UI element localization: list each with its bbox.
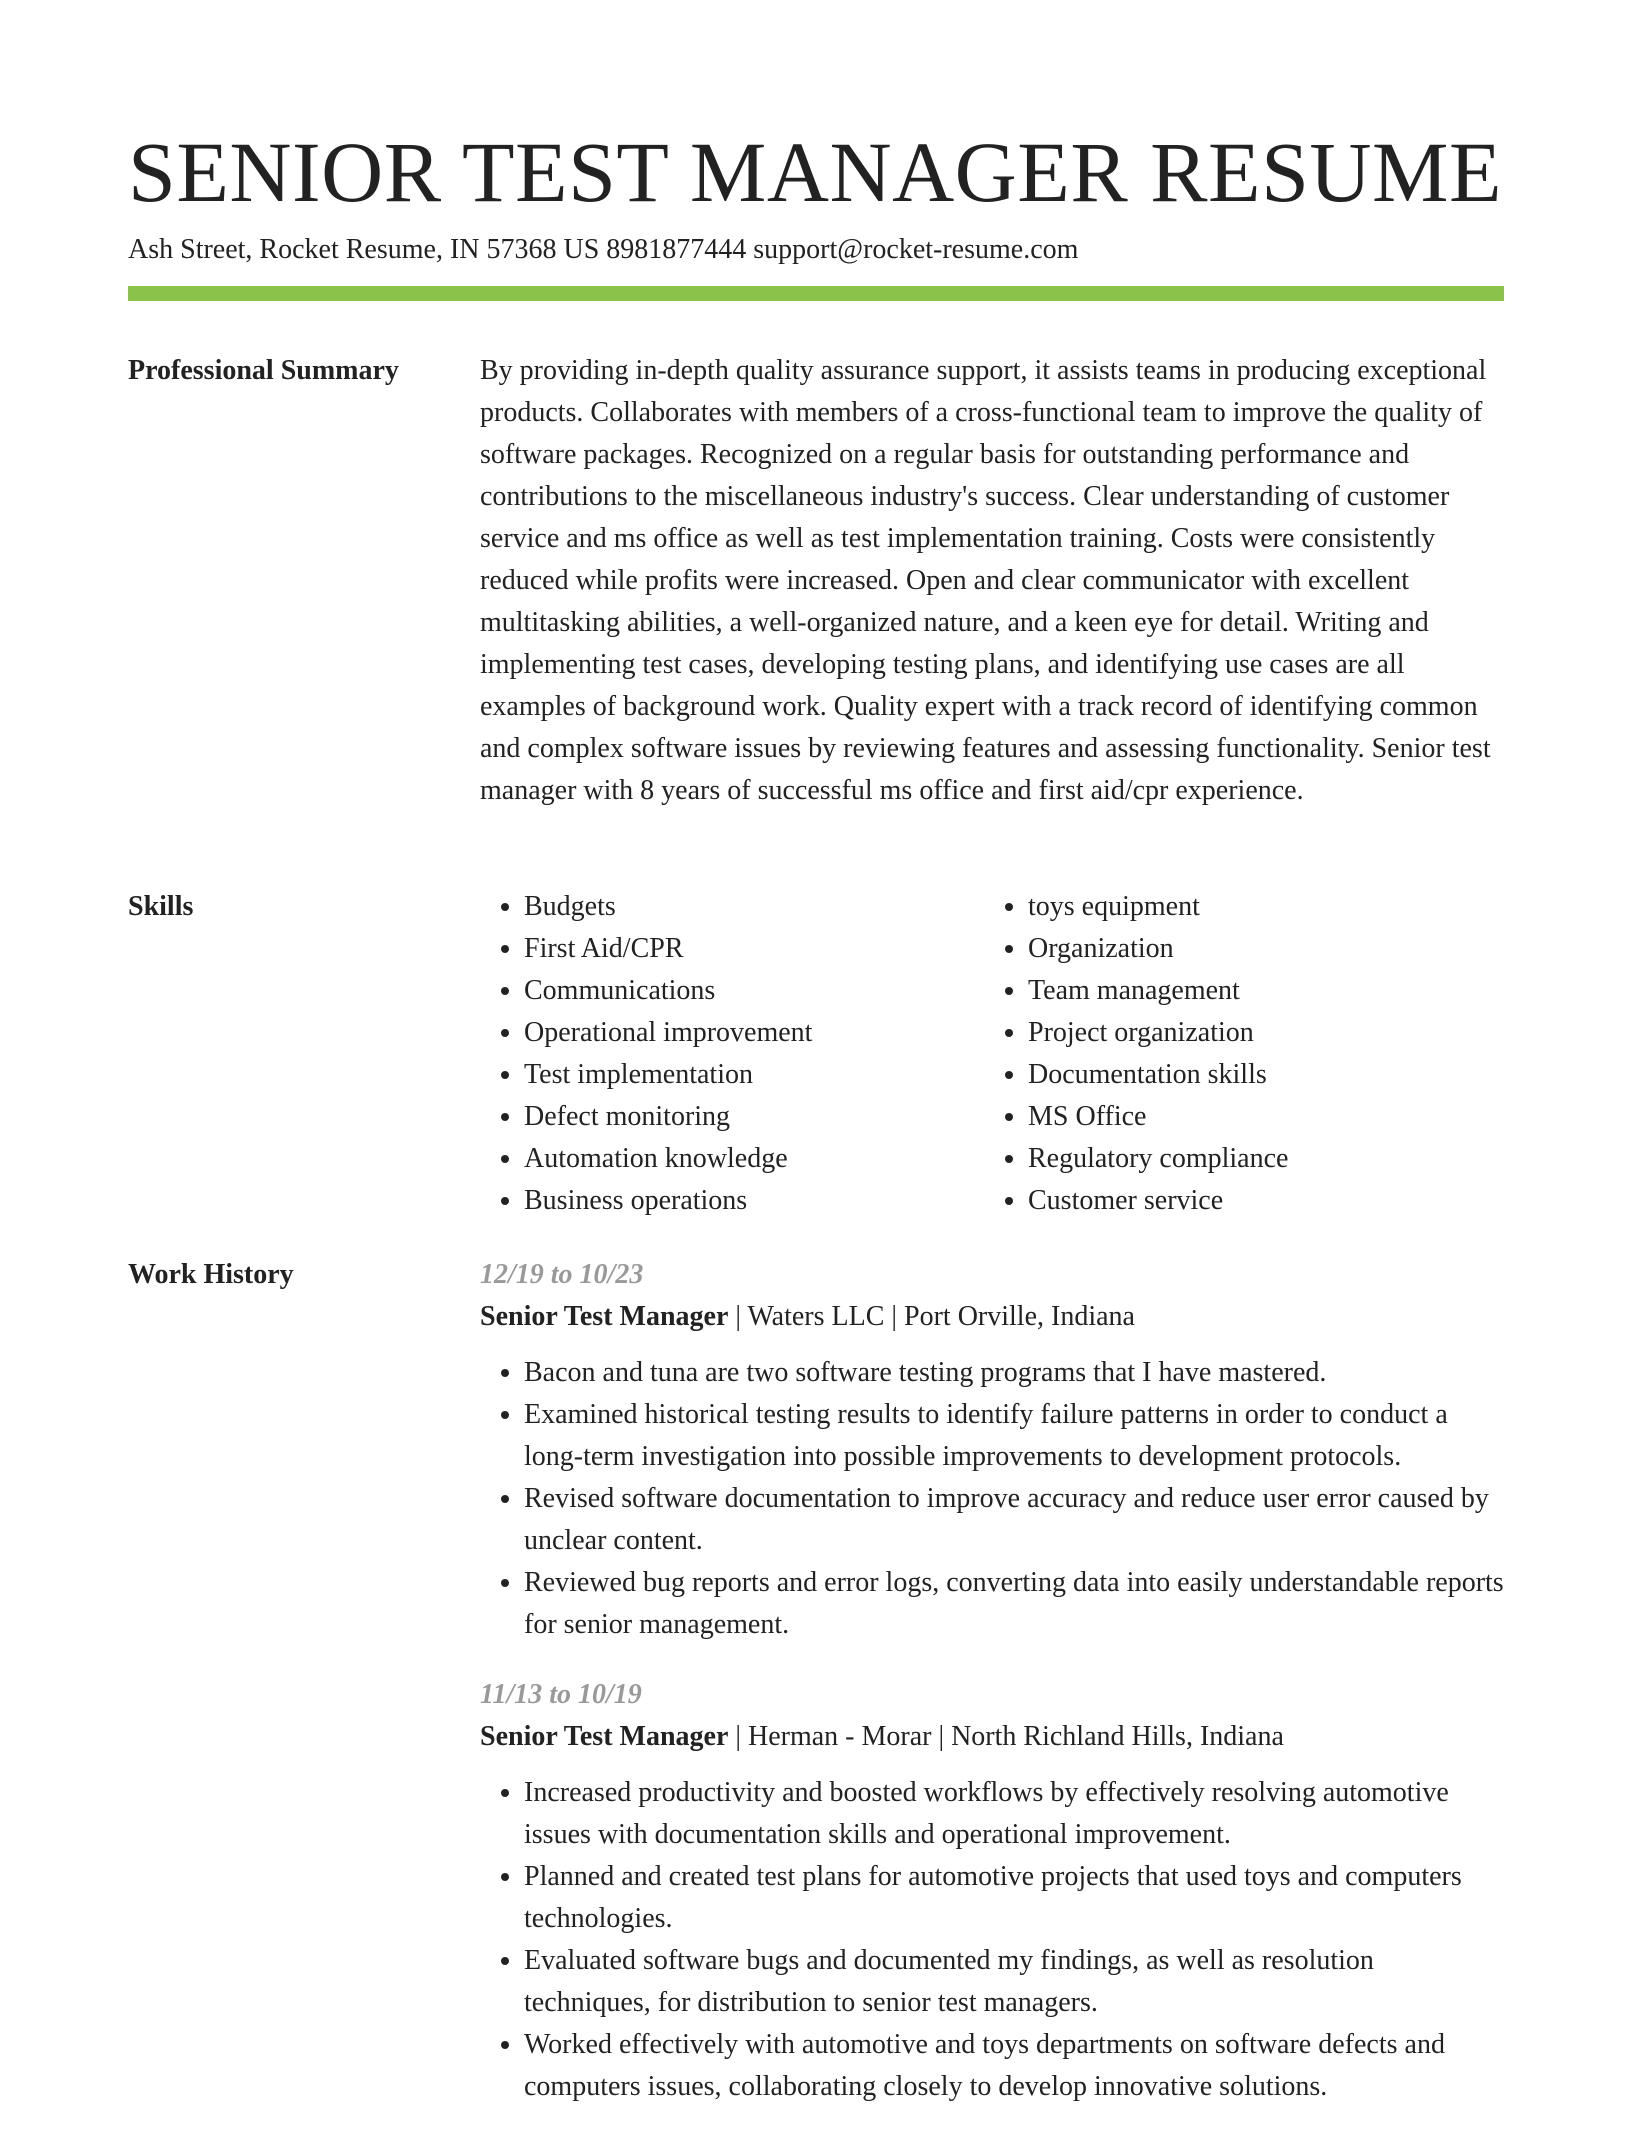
summary-text: By providing in-depth quality assurance support, it assists teams in producing exceptional products. Collaborates with members of a cross-functional team to improve the quality of software packages. Recognized on a regular basis for outstanding performance and contributions to the miscellaneous industry's success. Clear understanding of customer service and ms office as well as test implementation training. Costs were consistently reduced while profits were increased. Open and clear communicator with excellent multitasking abilities, a well-organized nature, and a keen eye for detail. Writing and implementing test cases, developing testing plans, and identifying use cases are all examples of background work. Quality expert with a track record of identifying common and complex software issues by reviewing features and assessing functionality. Senior test manager with 8 years of successful ms office and first aid/cpr experience. [480, 355, 1491, 806]
work-history-heading: Work History [128, 1259, 294, 1290]
job-title: Senior Test Manager [480, 1301, 729, 1332]
skill-item: • Defect monitoring [524, 1096, 984, 1138]
job-title: Senior Test Manager [480, 1721, 729, 1752]
job-dates: 11/13 to 10/19 [480, 1679, 642, 1710]
skill-item: • Test implementation [524, 1054, 984, 1096]
skill-item: • Automation knowledge [524, 1138, 984, 1180]
skill-item: • Regulatory compliance [1028, 1138, 1488, 1180]
skill-item: • Organization [1028, 928, 1488, 970]
accent-divider [128, 286, 1504, 301]
job-bullet: • Planned and created test plans for automotive projects that used toys and computers technologies. [524, 1856, 1504, 1940]
skill-item: • First Aid/CPR [524, 928, 984, 970]
job-heading [480, 1716, 1504, 1758]
skills-list-right [984, 886, 1488, 1222]
skill-item: • Business operations [524, 1180, 984, 1222]
job-bullet: • Evaluated software bugs and documented my findings, as well as resolution techniques, for distribution to senior test managers. [524, 1940, 1504, 2024]
job-employer-location: | Waters LLC | Port Orville, Indiana [728, 1301, 1135, 1332]
skill-item: • MS Office [1028, 1096, 1488, 1138]
skill-item: • Budgets [524, 886, 984, 928]
contact-line: Ash Street, Rocket Resume, IN 57368 US 8981877444 support@rocket-resume.com [128, 234, 1079, 265]
job-dates: 12/19 to 10/23 [480, 1259, 644, 1290]
job-heading [480, 1296, 1504, 1338]
job-bullet: • Worked effectively with automotive and toys departments on software defects and computers issues, collaborating closely to develop innovative solutions. [524, 2024, 1504, 2108]
skill-item: • Documentation skills [1028, 1054, 1488, 1096]
job-entry [480, 1674, 1504, 2108]
job-bullet: • Reviewed bug reports and error logs, converting data into easily understandable reports for senior management. [524, 1562, 1504, 1646]
skill-item: • toys equipment [1028, 886, 1488, 928]
skill-item: • Communications [524, 970, 984, 1012]
job-bullet: • Examined historical testing results to identify failure patterns in order to conduct a long-term investigation into possible improvements to development protocols. [524, 1394, 1504, 1478]
job-entry [480, 1254, 1504, 1646]
skill-item: • Customer service [1028, 1180, 1488, 1222]
skills-heading: Skills [128, 891, 194, 922]
job-bullet: • Bacon and tuna are two software testing programs that I have mastered. [524, 1352, 1504, 1394]
job-employer-location: | Herman - Morar | North Richland Hills, Indiana [728, 1721, 1284, 1752]
skill-item: • Team management [1028, 970, 1488, 1012]
summary-heading: Professional Summary [128, 355, 399, 386]
skill-item: • Operational improvement [524, 1012, 984, 1054]
job-bullets [480, 1772, 1504, 2108]
resume-title: SENIOR TEST MANAGER RESUME [128, 124, 1503, 220]
skills-list-left [480, 886, 984, 1222]
skill-item: • Project organization [1028, 1012, 1488, 1054]
job-bullet: • Revised software documentation to improve accuracy and reduce user error caused by unclear content. [524, 1478, 1504, 1562]
job-bullets [480, 1352, 1504, 1646]
job-bullet: • Increased productivity and boosted workflows by effectively resolving automotive issues with documentation skills and operational improvement. [524, 1772, 1504, 1856]
